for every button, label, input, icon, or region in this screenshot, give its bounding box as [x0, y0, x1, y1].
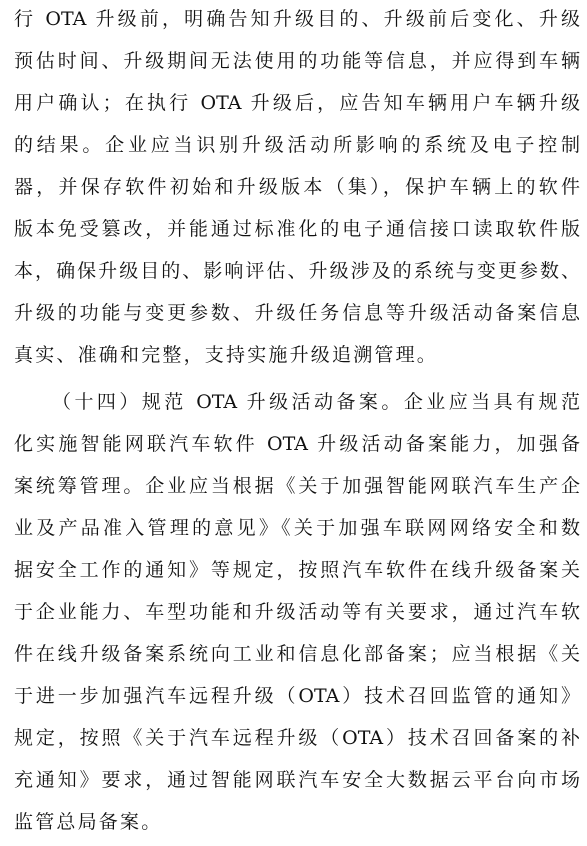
text-line: 的结果。企业应当识别升级活动所影响的系统及电子控制 — [14, 134, 580, 156]
text-line: 用户确认；在执行 OTA 升级后，应告知车辆用户车辆升级 — [14, 92, 580, 114]
paragraph-last-line: 真实、准确和完整，支持实施升级追溯管理。 — [14, 344, 439, 366]
text-line: 案统筹管理。企业应当根据《关于加强智能网联汽车生产企 — [14, 475, 580, 497]
text-line: 化实施智能网联汽车软件 OTA 升级活动备案能力，加强备 — [14, 433, 580, 455]
text-line: 于企业能力、车型功能和升级活动等有关要求，通过汽车软 — [14, 601, 580, 623]
paragraph-last-line: 监管总局备案。 — [14, 811, 163, 833]
text-line: 据安全工作的通知》等规定，按照汽车软件在线升级备案关 — [14, 559, 580, 581]
section-heading-line: （十四）规范 OTA 升级活动备案。企业应当具有规范 — [52, 391, 580, 413]
text-line: 预估时间、升级期间无法使用的功能等信息，并应得到车辆 — [14, 50, 580, 72]
document-page — [14, 0, 580, 846]
text-line: 业及产品准入管理的意见》《关于加强车联网网络安全和数 — [14, 517, 580, 539]
text-line: 规定，按照《关于汽车远程升级（OTA）技术召回备案的补 — [14, 727, 580, 749]
text-line: 于进一步加强汽车远程升级（OTA）技术召回监管的通知》 — [14, 685, 580, 707]
text-line: 版本免受篡改，并能通过标准化的电子通信接口读取软件版 — [14, 218, 580, 240]
text-line: 本，确保升级目的、影响评估、升级涉及的系统与变更参数、 — [14, 260, 580, 282]
text-line: 器，并保存软件初始和升级版本（集），保护车辆上的软件 — [14, 176, 580, 198]
text-line: 件在线升级备案系统向工业和信息化部备案；应当根据《关 — [14, 643, 580, 665]
text-line: 充通知》要求，通过智能网联汽车安全大数据云平台向市场 — [14, 769, 580, 791]
text-line: 升级的功能与变更参数、升级任务信息等升级活动备案信息 — [14, 302, 580, 324]
text-line: 行 OTA 升级前，明确告知升级目的、升级前后变化、升级 — [14, 8, 580, 30]
